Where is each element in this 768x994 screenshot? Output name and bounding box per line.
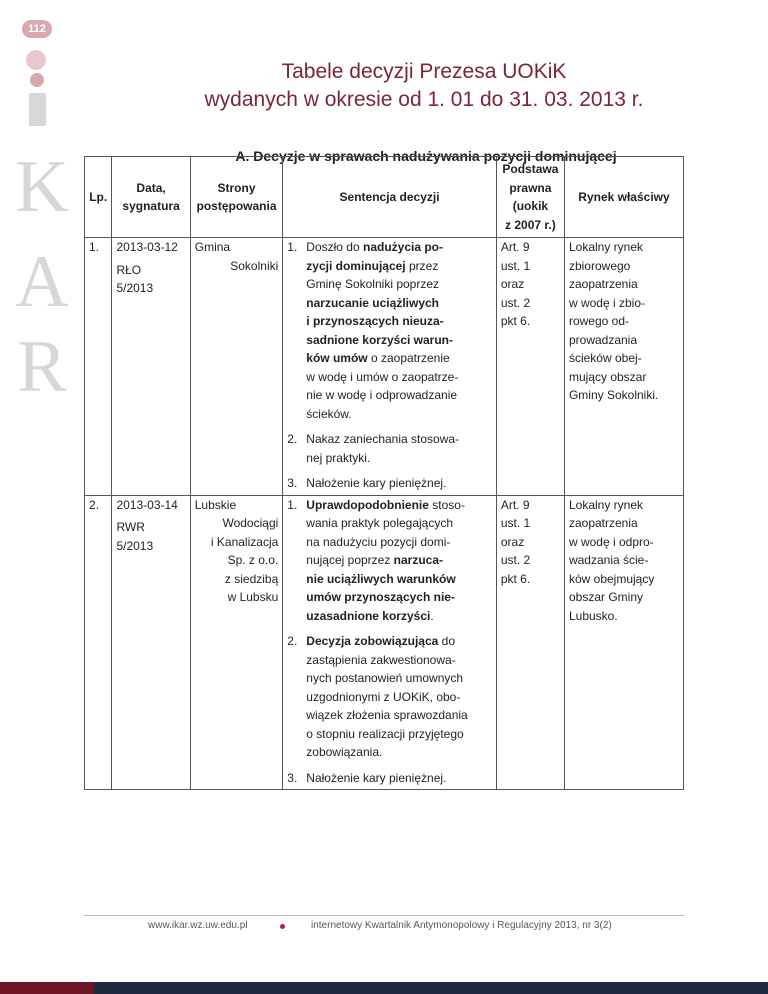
legal-basis-line: ust. 2 — [500, 295, 531, 310]
sentence-item-number: 2. — [287, 634, 298, 648]
party-line: Lubskie — [194, 497, 237, 512]
sentence-line — [306, 449, 492, 468]
date: 2013-03-14 — [116, 497, 178, 512]
sentence-line — [306, 769, 492, 788]
bottom-accent — [0, 982, 94, 994]
text-segment: uzgodnionymi z UOKiK, obo- — [306, 689, 461, 704]
text-segment: stoso- — [428, 497, 465, 512]
text-segment: o zaopatrzenie — [367, 351, 450, 365]
market-line: w wodę i odpro- — [568, 534, 654, 549]
logo-letter-r: R — [17, 326, 67, 408]
bold-phrase: i przynoszących nieuza- — [306, 314, 444, 328]
party-line: z siedzibą — [224, 571, 279, 586]
sentence-line — [306, 533, 492, 552]
legal-basis-line: Art. 9 — [500, 497, 530, 512]
cell-sentence — [283, 495, 497, 790]
sentence-line — [306, 312, 492, 331]
market-line: zaopatrzenia — [568, 516, 638, 530]
cell-date-signature — [112, 495, 190, 790]
bold-phrase: umów przynoszących nie- — [306, 590, 455, 604]
text-segment: Nakaz zaniechania stosowa- — [306, 432, 460, 446]
sentence-line — [306, 688, 492, 707]
sentence-item — [287, 238, 492, 423]
page-title-line: Tabele decyzji Prezesa UOKiK — [281, 60, 567, 83]
cell-market — [564, 495, 683, 790]
section-title: A. Decyzje w sprawach nadużywania pozycji dominującej — [235, 148, 617, 164]
text-segment: wania praktyk polegających — [306, 516, 454, 530]
sentence-item-number: 1. — [287, 240, 298, 254]
sentence-item-number: 1. — [287, 497, 298, 512]
text-segment: zastąpienia zakwestionowa- — [306, 652, 456, 667]
sentence-line — [306, 514, 492, 533]
header-parties: Strony postępowania — [190, 157, 283, 238]
text-segment: Gminę Sokolniki poprzez — [306, 277, 440, 291]
text-segment: wiązek złożenia sprawozdania — [306, 708, 468, 722]
text-segment: w wodę i umów o zaopatrze- — [306, 369, 459, 384]
cell-lp: 1. — [85, 238, 112, 496]
sentence-item — [287, 430, 492, 467]
header-sentence: Sentencja decyzji — [283, 157, 497, 238]
party-line: Wodociągi — [222, 516, 279, 530]
market-line: rowego od- — [568, 314, 630, 328]
cell-sentence — [283, 238, 497, 496]
bold-phrase: sadnione korzyści warun- — [306, 332, 453, 347]
header-date: Data, sygnatura — [112, 157, 190, 238]
legal-basis-line: oraz — [500, 277, 525, 291]
sentence-line — [306, 669, 492, 688]
legal-basis-line: ust. 1 — [500, 516, 531, 530]
market-line: Lubusko. — [568, 608, 618, 623]
table-header-row — [85, 157, 684, 238]
sentence-list — [287, 238, 492, 493]
party-line: Sp. z o.o. — [227, 553, 279, 567]
sentence-line — [306, 331, 492, 350]
sentence-item — [287, 632, 492, 762]
footer-journal: internetowy Kwartalnik Antymonopolowy i Regulacyjny 2013, nr 3(2) — [311, 920, 612, 931]
logo-dot — [26, 50, 46, 70]
cell-legal-basis — [496, 495, 564, 790]
cell-legal-basis — [496, 238, 564, 496]
sentence-line — [306, 474, 492, 493]
legal-basis-line: oraz — [500, 534, 525, 549]
page-number: 112 — [22, 20, 52, 38]
logo-stem — [29, 93, 46, 126]
market-line: Gminy Sokolniki. — [568, 388, 659, 402]
sentence-item-number: 3. — [287, 476, 298, 490]
sentence-line — [306, 386, 492, 405]
bold-phrase: narzuca- — [393, 553, 444, 567]
sentence-line — [306, 294, 492, 313]
logo-dot-small — [30, 73, 44, 87]
bold-phrase: uzasadnione korzyści — [306, 608, 431, 623]
footer-url: www.ikar.wz.uw.edu.pl — [148, 920, 248, 931]
text-segment: . — [430, 608, 434, 623]
text-segment: Nałożenie kary pieniężnej. — [306, 770, 447, 785]
bold-phrase: ków umów — [306, 351, 368, 365]
bold-phrase: narzucanie uciążliwych — [306, 295, 439, 310]
text-segment: o stopniu realizacji przyjętego — [306, 726, 464, 741]
sentence-line — [306, 405, 492, 424]
sentence-line — [306, 743, 492, 762]
bold-phrase: Uprawdopodobnienie — [306, 497, 429, 512]
bold-phrase: zycji dominującej — [306, 258, 406, 273]
text-segment: do — [438, 634, 456, 648]
table-row — [85, 238, 684, 496]
text-segment: nie w wodę i odprowadzanie — [306, 388, 458, 402]
sentence-line — [306, 706, 492, 725]
market-line: ścieków obej- — [568, 351, 642, 365]
market-line: Lokalny rynek — [568, 497, 644, 512]
bold-phrase: nie uciążliwych warunków — [306, 571, 456, 586]
text-segment: nującej poprzez — [306, 553, 394, 567]
sentence-line — [306, 607, 492, 626]
market-line: obszar Gminy — [568, 590, 643, 604]
text-segment: przez — [405, 258, 439, 273]
footer-divider — [84, 915, 684, 916]
logo-letter-k: K — [15, 146, 69, 228]
text-segment: nych postanowień umownych — [306, 671, 464, 685]
text-segment: zobowiązania. — [306, 745, 383, 759]
cell-parties — [190, 495, 283, 790]
sentence-item-number: 2. — [287, 432, 298, 446]
party-line: w Lubsku — [227, 590, 279, 604]
sentence-line — [306, 570, 492, 589]
market-line: prowadzania — [568, 332, 638, 347]
legal-basis-line: ust. 1 — [500, 258, 531, 273]
legal-basis-line: ust. 2 — [500, 553, 531, 567]
sentence-line — [306, 368, 492, 387]
legal-basis-line: Art. 9 — [500, 240, 530, 254]
party-line: Gmina — [194, 240, 231, 254]
header-legal-basis: Podstawa prawna (uokik z 2007 r.) — [496, 157, 564, 238]
header-lp: Lp. — [85, 157, 112, 238]
party-line: Sokolniki — [230, 258, 279, 273]
sentence-line — [306, 725, 492, 744]
market-line: wadzania ście- — [568, 553, 649, 567]
market-line: Lokalny rynek — [568, 240, 644, 254]
sentence-line — [306, 430, 492, 449]
bottom-bar — [0, 982, 768, 994]
decisions-table — [84, 156, 684, 790]
sentence-item-number: 3. — [287, 770, 298, 785]
text-segment: nej praktyki. — [306, 450, 371, 465]
cell-lp: 2. — [85, 495, 112, 790]
sentence-line — [306, 632, 492, 651]
party-line: i Kanalizacja — [210, 534, 279, 549]
sentence-line — [306, 275, 492, 294]
sentence-line — [306, 651, 492, 670]
signature-line: RŁO — [116, 262, 142, 277]
text-segment: na nadużyciu pozycji domi- — [306, 534, 451, 549]
page-title-line: wydanych w okresie od 1. 01 do 31. 03. 2013 r. — [204, 88, 644, 111]
market-line: zaopatrzenia — [568, 277, 638, 291]
legal-basis-line: pkt 6. — [500, 314, 531, 328]
date: 2013-03-12 — [116, 240, 178, 254]
page-title — [100, 58, 748, 114]
logo-letter-a: A — [15, 241, 69, 323]
sentence-line — [306, 588, 492, 607]
signature-line: 5/2013 — [116, 538, 154, 553]
bold-phrase: Decyzja zobowiązująca — [306, 634, 439, 648]
sentence-item — [287, 474, 492, 493]
sentence-line — [306, 238, 492, 257]
footer-bullet — [280, 924, 285, 929]
text-segment: ścieków. — [306, 406, 352, 421]
sentence-list — [287, 496, 492, 788]
market-line: zbiorowego — [568, 258, 631, 273]
bold-phrase: nadużycia po- — [362, 240, 443, 254]
header-market: Rynek właściwy — [564, 157, 683, 238]
cell-market — [564, 238, 683, 496]
text-segment: Nałożenie kary pieniężnej. — [306, 476, 447, 490]
cell-date-signature — [112, 238, 190, 496]
sentence-item — [287, 496, 492, 626]
table-row — [85, 495, 684, 790]
market-line: w wodę i zbio- — [568, 295, 645, 310]
market-line: ków obejmujący — [568, 571, 655, 586]
sentence-line — [306, 551, 492, 570]
signature-line: RWR — [116, 520, 145, 534]
sentence-line — [306, 496, 492, 515]
market-line: mujący obszar — [568, 369, 647, 384]
sentence-line — [306, 257, 492, 276]
text-segment: Doszło do — [306, 240, 363, 254]
sentence-item — [287, 769, 492, 788]
sentence-line — [306, 349, 492, 368]
signature-line: 5/2013 — [116, 281, 154, 295]
cell-parties — [190, 238, 283, 496]
legal-basis-line: pkt 6. — [500, 571, 531, 586]
